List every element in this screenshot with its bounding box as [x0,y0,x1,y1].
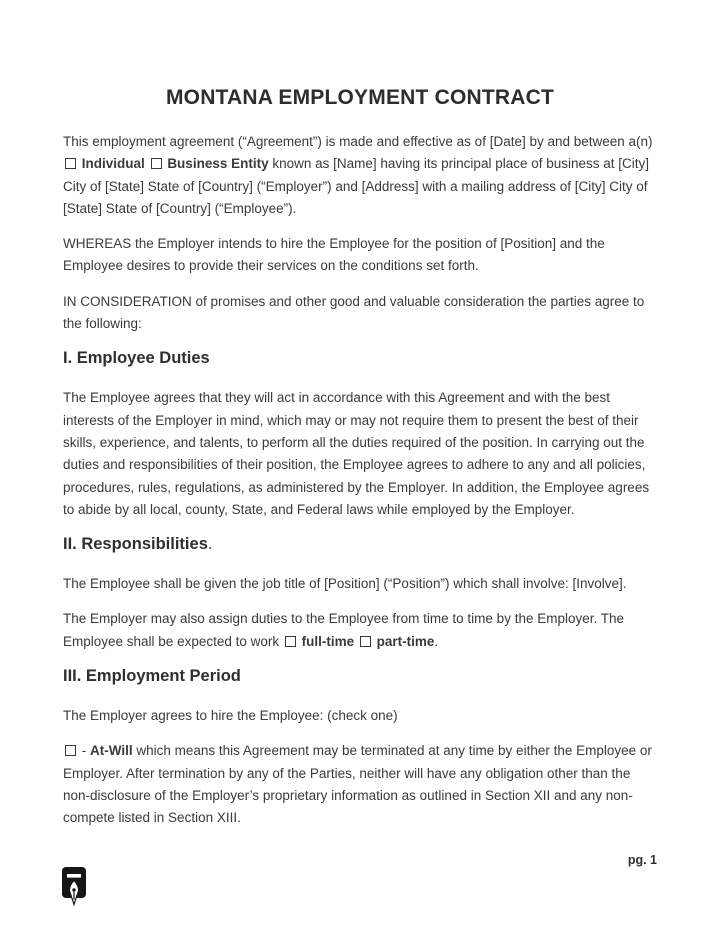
job-title-paragraph: The Employee shall be given the job title of [Position] (“Position”) which shall involve: [Involve]. [63,576,627,592]
section-heading-employee-duties: I. Employee Duties [63,349,210,368]
text-run: . [434,633,439,649]
text-run: - [78,743,90,759]
work-time-paragraph [63,608,657,653]
bold-text: Business Entity [167,156,269,172]
checkbox-icon [65,158,76,169]
text-run: The Employer may also assign duties to the Employee from time to time by the Employer. The Employee shall be expected to work [63,611,625,649]
intro-paragraph [63,131,657,220]
checkbox-icon [65,745,76,756]
text-run: which means this Agreement may be terminated at any time by either the Employee or Employer. After termination by any of the Parties, neither will have any obligation other than the non-disclosure of the Employer’s proprietary information as outlined in Section XII and any non-compete listed in Section XIII. [63,743,652,826]
text-run [354,634,358,649]
at-will-paragraph [63,740,657,829]
bold-text: II. Responsibilities [63,535,208,554]
bold-text: part-time [376,633,435,649]
bold-text: At-Will [90,743,133,759]
text-run: known as [Name] having its principal place of business at [City] City of [State] State of [Country] (“Employer”) and [Address] with a mailing address of [City] City of [State] State of [Country] (“Employee”). [63,156,650,216]
pen-nib-logo [60,866,88,908]
pen-nib-icon [60,866,88,908]
text-run: This employment agreement (“Agreement”) is made and effective as of [Date] by and between a(n) [63,134,653,149]
checkbox-icon [151,158,162,169]
checkbox-icon [285,636,296,647]
hire-paragraph: The Employer agrees to hire the Employee: (check one) [63,708,398,724]
bold-text: full-time [301,633,355,649]
bold-text: Individual [81,156,145,172]
employee-duties-paragraph: The Employee agrees that they will act in accordance with this Agreement and with the best interests of the Employer in mind, which may or may not require them to present the best of their skills, experience, and talents, to perform all the duties required of the position. In carrying out the duties and responsibilities of their position, the Employee agrees to adhere to any and all policies, procedures, rules, regulations, as administered by the Employer. In addition, the Employee agrees to abide by all local, county, State, and Federal laws while employed by the Employer. [63,390,650,517]
section-heading-employment-period: III. Employment Period [63,667,241,686]
document-title: MONTANA EMPLOYMENT CONTRACT [165,86,555,109]
page-number: pg. 1 [627,853,657,867]
text-run: . [207,535,213,554]
whereas-paragraph: WHEREAS the Employer intends to hire the Employee for the position of [Position] and the Employee desires to provide their services on the conditions set forth. [63,236,605,274]
checkbox-icon [360,636,371,647]
consideration-paragraph: IN CONSIDERATION of promises and other good and valuable consideration the parties agree to the following: [63,293,645,332]
section-heading-responsibilities [63,534,657,555]
text-run [145,156,149,171]
